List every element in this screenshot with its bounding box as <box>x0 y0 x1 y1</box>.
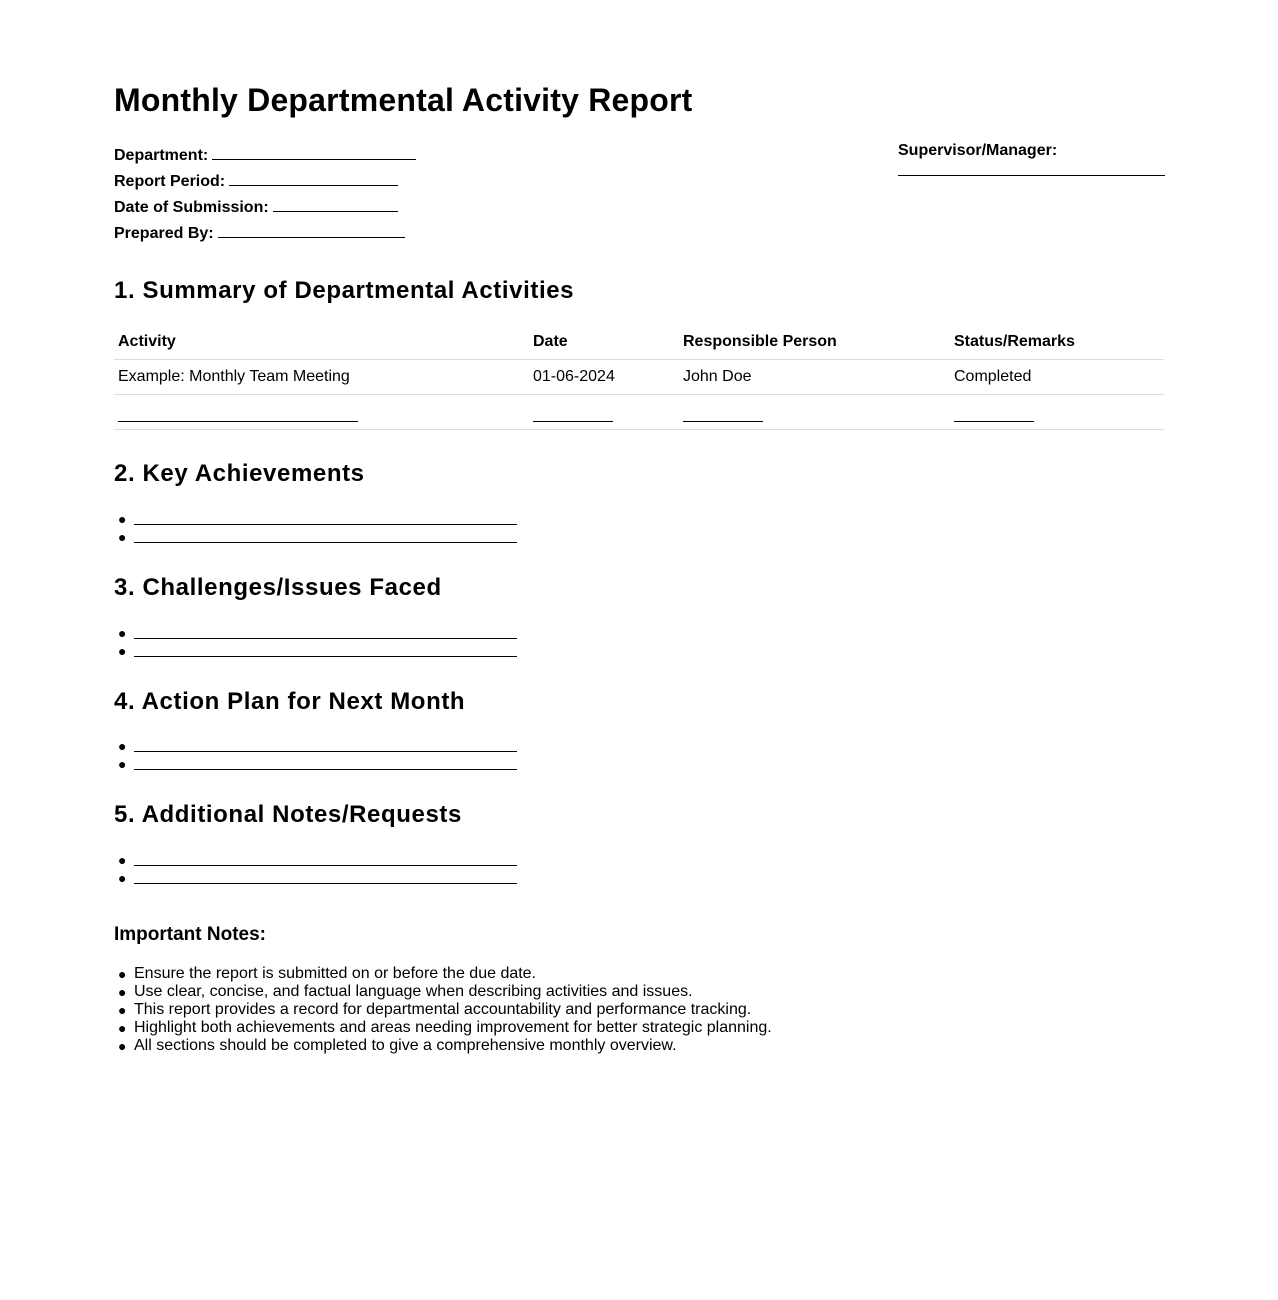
column-header-activity: Activity <box>114 324 529 360</box>
bullet-dot-icon: ● <box>118 529 127 545</box>
blank-answer-line[interactable] <box>134 528 517 543</box>
list-item <box>114 737 517 755</box>
blank-answer-line[interactable] <box>134 869 517 884</box>
blank-answer-line[interactable] <box>134 737 517 752</box>
prepared-by-blank-line[interactable] <box>218 222 405 238</box>
activities-table <box>114 324 1164 430</box>
table-cell-status-remarks-blank <box>950 395 1164 430</box>
important-notes-title: Important Notes: <box>114 924 266 945</box>
note-text: Highlight both achievements and areas needing improvement for better strategic planning. <box>134 1019 772 1036</box>
report-period-blank-line[interactable] <box>229 170 398 186</box>
list-item <box>114 1037 772 1055</box>
supervisor-label: Supervisor/Manager: <box>898 142 1058 159</box>
table-header-row <box>114 324 1164 360</box>
list-item <box>114 1019 772 1037</box>
date-of-submission-field <box>114 196 416 222</box>
section-heading-summary: 1. Summary of Departmental Activities <box>114 277 575 304</box>
table-cell-date: 01-06-2024 <box>529 360 679 395</box>
bullet-dot-icon: ● <box>118 625 127 641</box>
list-item <box>114 528 517 546</box>
column-header-responsible-person: Responsible Person <box>679 324 950 360</box>
list-item <box>114 965 772 983</box>
blank-answer-line[interactable] <box>134 624 517 639</box>
action-plan-list <box>114 737 517 773</box>
table-cell-responsible-person: John Doe <box>679 360 950 395</box>
supervisor-field <box>898 141 1165 176</box>
table-cell-activity-blank <box>114 395 529 430</box>
achievements-list <box>114 510 517 546</box>
department-blank-line[interactable] <box>212 144 416 160</box>
prepared-by-label: Prepared By: <box>114 225 214 242</box>
section-heading-achievements: 2. Key Achievements <box>114 460 365 487</box>
list-item <box>114 869 517 887</box>
bullet-dot-icon: ● <box>118 1020 127 1036</box>
table-cell-date-blank <box>529 395 679 430</box>
activity-blank-line[interactable] <box>118 407 358 422</box>
additional-notes-list <box>114 851 517 887</box>
bullet-dot-icon: ● <box>118 1002 127 1018</box>
prepared-by-field <box>114 222 416 248</box>
bullet-dot-icon: ● <box>118 643 127 659</box>
column-header-date: Date <box>529 324 679 360</box>
bullet-dot-icon: ● <box>118 511 127 527</box>
list-item <box>114 983 772 1001</box>
section-heading-action-plan: 4. Action Plan for Next Month <box>114 688 466 715</box>
responsible-person-blank-line[interactable] <box>683 407 763 422</box>
column-header-status-remarks: Status/Remarks <box>950 324 1164 360</box>
table-row-blank <box>114 395 1164 430</box>
bullet-dot-icon: ● <box>118 738 127 754</box>
department-field <box>114 144 416 170</box>
blank-answer-line[interactable] <box>134 510 517 525</box>
blank-answer-line[interactable] <box>134 851 517 866</box>
list-item <box>114 510 517 528</box>
note-text: Ensure the report is submitted on or before the due date. <box>134 965 537 982</box>
list-item <box>114 624 517 642</box>
note-text: All sections should be completed to give a comprehensive monthly overview. <box>134 1037 677 1054</box>
report-period-field <box>114 170 416 196</box>
blank-answer-line[interactable] <box>134 642 517 657</box>
table-cell-status-remarks: Completed <box>950 360 1164 395</box>
report-meta-left <box>114 144 416 248</box>
date-of-submission-label: Date of Submission: <box>114 199 269 216</box>
status-remarks-blank-line[interactable] <box>954 407 1034 422</box>
blank-answer-line[interactable] <box>134 755 517 770</box>
list-item <box>114 851 517 869</box>
list-item <box>114 642 517 660</box>
table-cell-activity: Example: Monthly Team Meeting <box>114 360 529 395</box>
bullet-dot-icon: ● <box>118 756 127 772</box>
supervisor-blank-line[interactable] <box>898 175 1165 176</box>
section-heading-additional-notes: 5. Additional Notes/Requests <box>114 801 462 828</box>
important-notes-list <box>114 965 772 1055</box>
note-text: This report provides a record for departmental accountability and performance tracking. <box>134 1001 752 1018</box>
bullet-dot-icon: ● <box>118 870 127 886</box>
bullet-dot-icon: ● <box>118 984 127 1000</box>
bullet-dot-icon: ● <box>118 1038 127 1054</box>
page-title: Monthly Departmental Activity Report <box>114 82 693 118</box>
list-item <box>114 755 517 773</box>
section-heading-challenges: 3. Challenges/Issues Faced <box>114 574 442 601</box>
table-row <box>114 360 1164 395</box>
table-cell-responsible-person-blank <box>679 395 950 430</box>
challenges-list <box>114 624 517 660</box>
bullet-dot-icon: ● <box>118 852 127 868</box>
date-blank-line[interactable] <box>533 407 613 422</box>
date-of-submission-blank-line[interactable] <box>273 196 398 212</box>
list-item <box>114 1001 772 1019</box>
report-period-label: Report Period: <box>114 173 226 190</box>
department-label: Department: <box>114 147 209 164</box>
bullet-dot-icon: ● <box>118 966 127 982</box>
note-text: Use clear, concise, and factual language when describing activities and issues. <box>134 983 693 1000</box>
